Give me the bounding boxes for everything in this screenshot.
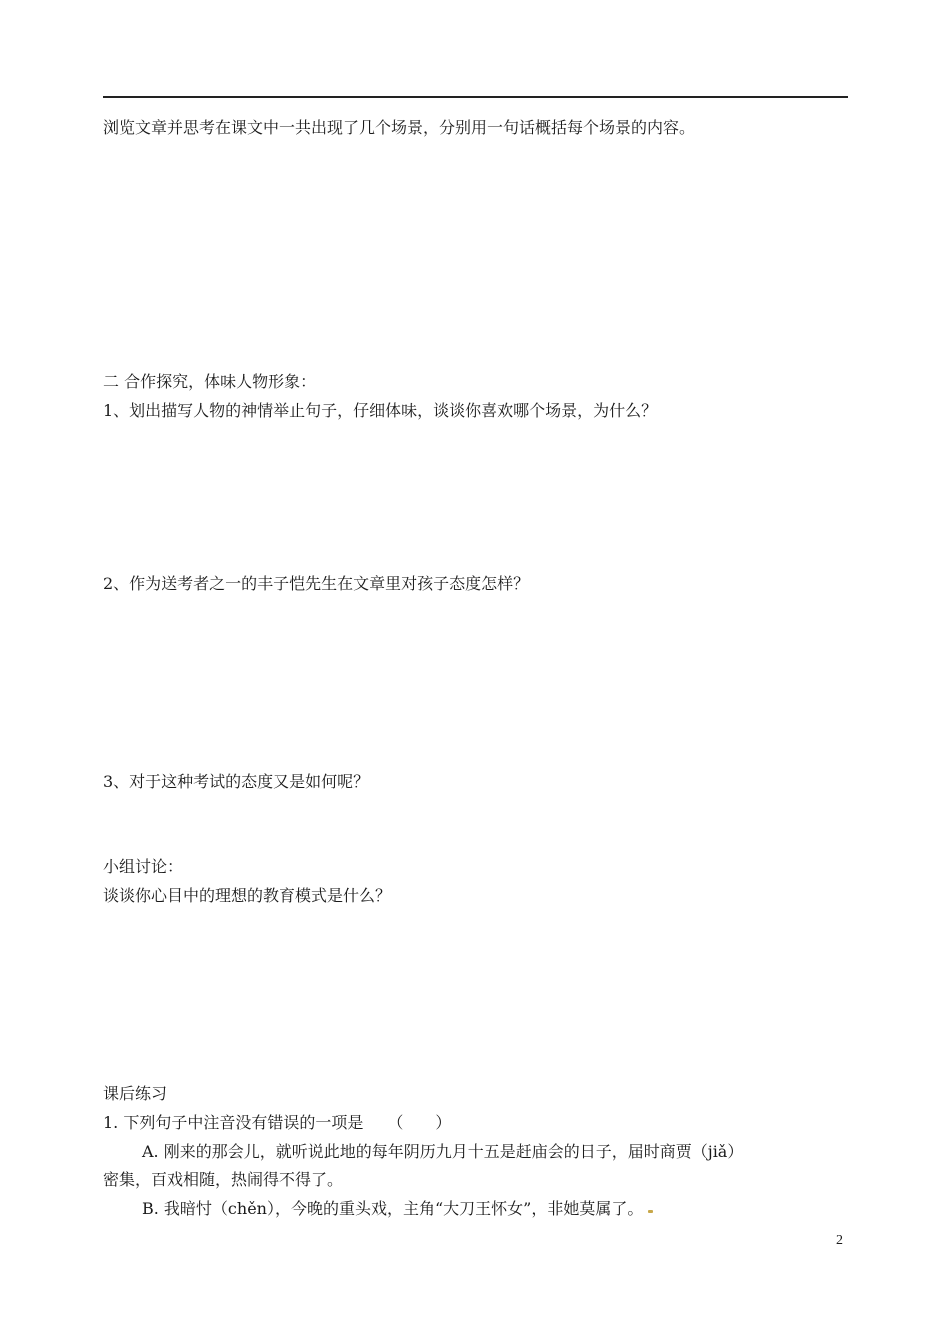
homework-heading: 课后练习	[103, 1084, 168, 1103]
group-discussion-heading: 小组讨论：	[103, 857, 184, 876]
option-a-line-2: 密集，百戏相随，热闹得不得了。	[103, 1170, 344, 1189]
option-a-line-1: A. 刚来的那会儿，就听说此地的每年阴历九月十五是赶庙会的日子，届时商贾（jiǎ）	[142, 1142, 744, 1161]
group-discussion-question: 谈谈你心目中的理想的教育模式是什么？	[103, 886, 392, 905]
intro-instruction: 浏览文章并思考在课文中一共出现了几个场景，分别用一句话概括每个场景的内容。	[103, 118, 696, 137]
question-1: 1、划出描写人物的神情举止句子，仔细体味，谈谈你喜欢哪个场景，为什么？	[103, 401, 658, 420]
annotation-mark	[648, 1210, 653, 1213]
question-2: 2、作为送考者之一的丰子恺先生在文章里对孩子态度怎样？	[103, 574, 530, 593]
section-two-heading: 二 合作探究，体味人物形象：	[103, 372, 317, 391]
header-rule	[103, 96, 848, 98]
option-b: B. 我暗忖（chěn），今晚的重头戏，主角“大刀王怀女”，非她莫属了。	[142, 1199, 644, 1218]
page-number: 2	[836, 1233, 843, 1248]
question-3: 3、对于这种考试的态度又是如何呢？	[103, 772, 370, 791]
homework-question-1: 1. 下列句子中注音没有错误的一项是 （ ）	[103, 1113, 452, 1132]
